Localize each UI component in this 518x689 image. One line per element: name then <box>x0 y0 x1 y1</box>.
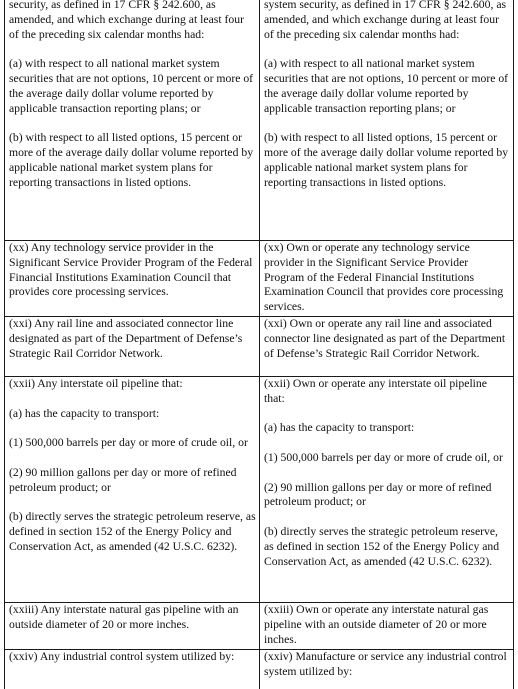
left-cell <box>5 0 260 242</box>
right-cell <box>260 377 513 602</box>
paragraph: (1) 500,000 barrels per day or more of crude oil, or <box>9 436 248 450</box>
left-cell <box>5 603 260 649</box>
left-cell <box>5 650 260 689</box>
paragraph: (xxii) Own or operate any interstate oil pipeline that: <box>264 377 487 405</box>
paragraph: security, as defined in 17 CFR § 242.600, as amended, and which exchange during at least four of the preceding six calendar months had: <box>9 0 244 41</box>
paragraph: (1) 500,000 barrels per day or more of crude oil, or <box>264 450 503 464</box>
right-cell <box>260 317 513 376</box>
paragraph: (xxi) Any rail line and associated connector line designated as part of the Department of Defense’s Strategic Rail Corridor Network. <box>9 317 243 360</box>
left-cell <box>5 377 260 602</box>
right-cell <box>260 650 513 689</box>
paragraph: (a) with respect to all national market system securities that are not options, 10 percent or more of the average daily dollar volume reported by applicable transaction reporting plans; or <box>264 57 509 115</box>
paragraph: (2) 90 million gallons per day or more of refined petroleum product; or <box>264 480 492 509</box>
paragraph: (xxii) Any interstate oil pipeline that: <box>9 377 183 390</box>
paragraph: (xx) Own or operate any technology service provider in the Significant Service Provider Program of the Federal Financial Institutions Examination Council that provides core processing services. <box>264 241 504 314</box>
paragraph: (xxiv) Manufacture or service any industrial control system utilized by: <box>264 650 507 678</box>
right-cell <box>260 603 513 649</box>
paragraph: (b) directly serves the strategic petroleum reserve, as defined in section 152 of the Energy Policy and Conservation Act, as amended (42 U.S.C. 6232). <box>264 524 500 568</box>
paragraph: system security, as defined in 17 CFR § 242.600, as amended, and which exchange during at least four of the preceding six calendar months had: <box>264 0 507 41</box>
paragraph: (a) with respect to all national market system securities that are not options, 10 percent or more of the average daily dollar volume reported by applicable transaction reporting plans; or <box>9 57 254 115</box>
table-row <box>5 602 513 649</box>
table-row <box>5 649 513 689</box>
left-cell <box>5 317 260 376</box>
table-row <box>5 376 513 602</box>
regulation-comparison-table <box>4 0 514 689</box>
paragraph: (xxiii) Own or operate any interstate natural gas pipeline with an outside diameter of 20 or more inches. <box>264 603 489 646</box>
paragraph: (b) with respect to all listed options, 15 percent or more of the average daily dollar volume reported by applicable national market system plans for reporting transactions in listed options. <box>264 131 509 189</box>
paragraph: (xxiii) Any interstate natural gas pipeline with an outside diameter of 20 or more inches. <box>9 603 239 631</box>
right-cell <box>260 241 513 316</box>
paragraph: (2) 90 million gallons per day or more of refined petroleum product; or <box>9 465 237 494</box>
table-row <box>5 0 513 242</box>
right-cell <box>260 0 513 242</box>
paragraph: (b) directly serves the strategic petroleum reserve, as defined in section 152 of the Energy Policy and Conservation Act, as amended (42 U.S.C. 6232). <box>9 510 256 553</box>
left-cell <box>5 241 260 316</box>
table-row <box>5 240 513 316</box>
paragraph: (xx) Any technology service provider in the Significant Service Provider Program of the Federal Financial Institutions Examination Council that provides core processing services. <box>9 241 253 299</box>
paragraph: (a) has the capacity to transport: <box>9 406 160 420</box>
paragraph: (xxi) Own or operate any rail line and associated connector line designated as part of the Department of Defense’s Strategic Rail Corridor Network. <box>264 317 506 360</box>
table-row <box>5 316 513 376</box>
paragraph: (b) with respect to all listed options, 15 percent or more of the average daily dollar volume reported by applicable national market system plans for reporting transactions in listed options. <box>9 131 254 189</box>
paragraph: (xxiv) Any industrial control system utilized by: <box>9 650 235 663</box>
paragraph: (a) has the capacity to transport: <box>264 421 415 435</box>
